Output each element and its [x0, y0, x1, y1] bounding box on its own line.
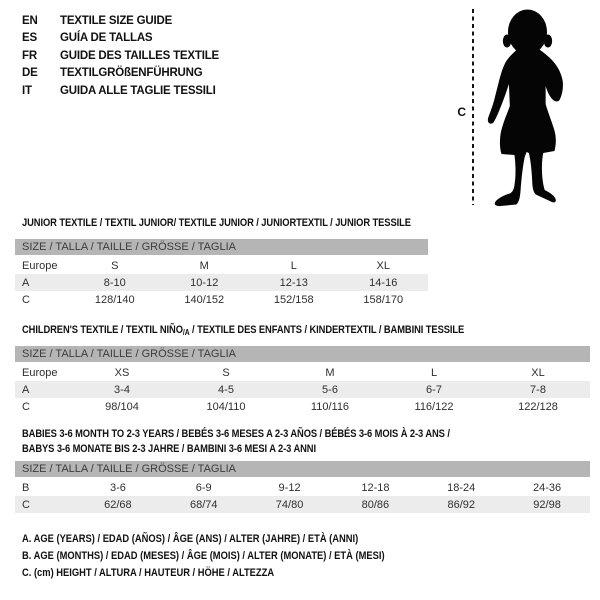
age-cell: 3-6: [109, 481, 126, 494]
babies-size-table: [15, 461, 590, 513]
height-cell: 86/92: [447, 498, 475, 511]
size-header-bar: SIZE / TALLA / TAILLE / GRÖSSE / TAGLIA: [15, 346, 590, 362]
lang-title: GUIDA ALLE TAGLIE TESSILI: [60, 84, 216, 97]
height-measure-dashed-line: [472, 9, 474, 205]
height-cell: 92/98: [533, 498, 561, 511]
row-label: Europe: [22, 259, 58, 272]
height-cell: 152/158: [273, 293, 314, 306]
row-label: Europe: [22, 366, 58, 379]
height-cell: 74/80: [275, 498, 304, 511]
height-cell: 62/68: [104, 498, 132, 511]
table-row: [15, 257, 428, 274]
lang-title: GUIDE DES TAILLES TEXTILE: [60, 49, 219, 62]
size-cell: S: [111, 259, 119, 272]
lang-code: EN: [22, 14, 38, 27]
table-row: [15, 479, 590, 496]
lang-code: ES: [22, 32, 37, 45]
size-cell: XL: [531, 366, 545, 379]
age-cell: 18-24: [447, 481, 476, 494]
size-cell: L: [430, 366, 438, 379]
size-cell: M: [325, 366, 335, 379]
height-cell: 80/86: [361, 498, 390, 511]
size-cell: XS: [114, 366, 130, 379]
age-cell: 8-10: [103, 276, 126, 289]
row-label: C: [22, 400, 30, 413]
note-height-cm: C. (cm) HEIGHT / ALTURA / HAUTEUR / HÖHE / ALTEZZA: [22, 567, 275, 579]
junior-size-table: [15, 239, 428, 308]
age-cell: 24-36: [532, 481, 562, 494]
size-cell: M: [199, 259, 209, 272]
table-row: [15, 274, 428, 291]
lang-row-de: [22, 65, 219, 83]
height-cell: 68/74: [189, 498, 218, 511]
age-cell: 7-8: [530, 383, 546, 396]
height-label-c: C: [457, 105, 466, 119]
size-cell: XL: [376, 259, 390, 272]
lang-row-en: [22, 12, 219, 30]
lang-row-es: [22, 30, 219, 48]
children-title-sub: /A: [182, 328, 190, 337]
lang-code: FR: [22, 49, 37, 62]
babies-title-line2: BABYS 3-6 MONATE BIS 2-3 JAHRE / BAMBINI 3-6 MESI A 2-3 ANNI: [22, 442, 316, 455]
babies-title-line1: BABIES 3-6 MONTH TO 2-3 YEARS / BEBÉS 3-6 MESES A 2-3 AÑOS / BÉBÉS 3-6 MOIS À 2-3 ANS /: [22, 428, 450, 440]
age-cell: 3-4: [114, 383, 130, 396]
age-cell: 12-13: [279, 276, 308, 289]
children-title-pre: CHILDREN'S TEXTILE / TEXTIL NIÑO: [22, 324, 183, 336]
note-age-months: B. AGE (MONTHS) / EDAD (MESES) / ÂGE (MOIS) / ALTER (MONATE) / ETÀ (MESI): [22, 550, 385, 562]
height-cell: 122/128: [518, 400, 558, 413]
lang-title: TEXTILE SIZE GUIDE: [60, 14, 173, 27]
row-label: A: [22, 276, 30, 289]
language-legend: [22, 12, 219, 100]
lang-row-it: [22, 82, 219, 100]
size-cell: S: [222, 366, 230, 379]
height-cell: 128/140: [94, 293, 135, 306]
table-row: [15, 496, 590, 513]
height-cell: 116/122: [414, 400, 454, 413]
lang-code: DE: [22, 67, 38, 80]
height-cell: 158/170: [363, 293, 404, 306]
row-label: C: [22, 498, 30, 511]
height-cell: 104/110: [206, 400, 246, 413]
age-cell: 5-6: [322, 383, 338, 396]
age-cell: 6-7: [426, 383, 442, 396]
lang-row-fr: [22, 47, 219, 65]
age-cell: 6-9: [195, 481, 212, 494]
table-row: [15, 381, 590, 398]
size-header-bar: SIZE / TALLA / TAILLE / GRÖSSE / TAGLIA: [15, 239, 428, 255]
baby-silhouette-icon: [481, 8, 574, 208]
children-table-title: [22, 324, 464, 337]
row-label: B: [22, 481, 30, 494]
junior-table-title: JUNIOR TEXTILE / TEXTIL JUNIOR/ TEXTILE JUNIOR / JUNIORTEXTIL / JUNIOR TESSILE: [22, 217, 411, 229]
size-header-bar: SIZE / TALLA / TAILLE / GRÖSSE / TAGLIA: [15, 461, 590, 477]
height-cell: 140/152: [184, 293, 225, 306]
lang-title: GUÍA DE TALLAS: [60, 32, 153, 45]
age-cell: 4-5: [218, 383, 234, 396]
lang-title: TEXTILGRÖßENFÜHRUNG: [60, 67, 203, 80]
row-label: C: [22, 293, 30, 306]
height-cell: 110/116: [310, 400, 350, 413]
height-cell: 98/104: [105, 400, 139, 413]
row-label: A: [22, 383, 30, 396]
age-cell: 10-12: [190, 276, 219, 289]
table-row: [15, 364, 590, 381]
table-row: [15, 398, 590, 415]
note-age-years: A. AGE (YEARS) / EDAD (AÑOS) / ÂGE (ANS) / ALTER (JAHRE) / ETÀ (ANNI): [22, 533, 359, 545]
size-cell: L: [290, 259, 297, 272]
children-size-table: [15, 346, 590, 415]
babies-table-title: [22, 427, 450, 456]
lang-code: IT: [22, 84, 32, 97]
age-cell: 9-12: [278, 481, 301, 494]
age-cell: 14-16: [369, 276, 398, 289]
table-row: [15, 291, 428, 308]
age-cell: 12-18: [361, 481, 390, 494]
children-title-post: / TEXTILE DES ENFANTS / KINDERTEXTIL / BAMBINI TESSILE: [189, 324, 465, 336]
legend-notes: [22, 533, 449, 584]
